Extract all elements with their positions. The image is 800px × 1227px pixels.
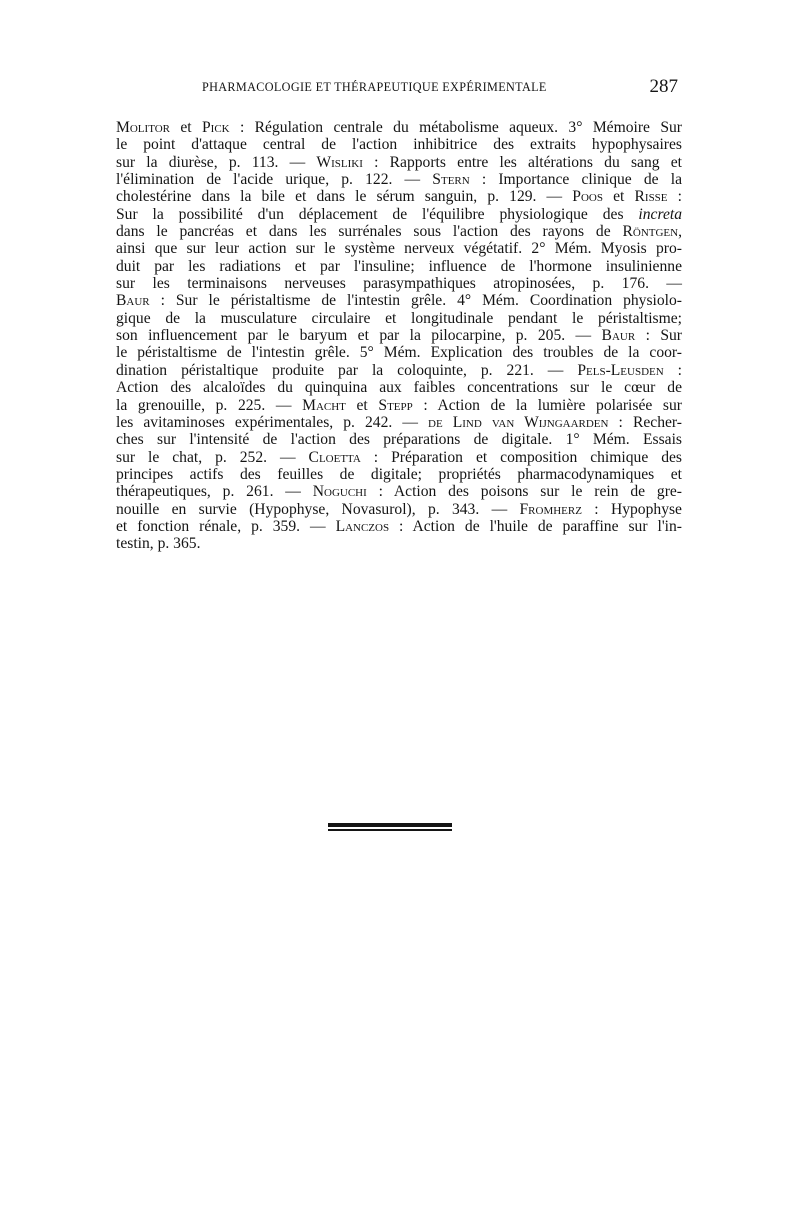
text-run: Wisliki xyxy=(316,153,363,171)
text-run: testin, p. 365. xyxy=(116,535,201,553)
page-number: 287 xyxy=(649,76,678,97)
text-run: et xyxy=(602,188,635,206)
text-line xyxy=(116,188,682,205)
text-run: nouille en survie (Hypophyse, Novasurol), p. 343. — xyxy=(116,500,520,518)
text-run: sur le chat, p. 252. — xyxy=(116,448,309,466)
text-run: : Action des poisons sur le rein de gre- xyxy=(366,483,682,501)
text-line xyxy=(116,240,682,257)
text-line xyxy=(116,466,682,483)
text-run: Pick xyxy=(201,119,230,136)
text-run: sur la diurèse, p. 113. — xyxy=(116,153,317,171)
text-line xyxy=(116,154,682,171)
text-run: Action des alcaloïdes du quinquina aux faibles concentrations sur le cœur de xyxy=(116,379,682,397)
text-run: : Hypophyse xyxy=(581,500,682,518)
text-run: : Action de l'huile de paraffine sur l'in- xyxy=(389,517,682,535)
text-line xyxy=(116,449,682,466)
text-run: : xyxy=(663,361,683,379)
text-run: : Rapports entre les altérations du sang et xyxy=(362,153,682,171)
running-head xyxy=(116,76,680,100)
text-run: Stern xyxy=(432,171,470,189)
text-run: ainsi que sur leur action sur le système nerveux végétatif. 2° Mém. Myosis pro- xyxy=(116,240,682,258)
text-run: Sur la possibilité d'un déplacement de l'équilibre physiologique des xyxy=(116,205,639,223)
text-run: Baur xyxy=(116,292,150,310)
text-line xyxy=(116,535,682,552)
text-run: Lanczos xyxy=(335,517,390,535)
text-run: et xyxy=(345,396,379,414)
text-line xyxy=(116,379,682,396)
text-run: le point d'attaque central de l'action inhibitrice des extraits hypophysaires xyxy=(116,136,682,154)
text-run: Poos xyxy=(572,188,603,206)
running-title: PHARMACOLOGIE ET THÉRAPEUTIQUE EXPÉRIMENTALE xyxy=(202,80,547,94)
text-run: la grenouille, p. 225. — xyxy=(116,396,303,414)
section-end-double-rule xyxy=(328,823,452,832)
text-run: les avitaminoses expérimentales, p. 242. — xyxy=(116,413,429,431)
text-run: : Sur xyxy=(635,327,682,345)
rule-thin xyxy=(328,829,452,831)
text-run: et xyxy=(170,119,202,136)
text-run: Noguchi xyxy=(312,483,367,501)
text-run: : Recher- xyxy=(608,413,682,431)
text-line xyxy=(116,501,682,518)
text-line xyxy=(116,483,682,500)
text-line xyxy=(116,258,682,275)
text-run: thérapeutiques, p. 261. — xyxy=(116,483,313,501)
text-run: : Action de la lumière polarisée sur xyxy=(412,396,682,414)
text-line xyxy=(116,362,682,379)
text-run: sur les terminaisons nerveuses parasympathiques atropinosées, p. 176. — xyxy=(116,275,682,293)
text-run: Baur xyxy=(601,327,636,345)
text-line xyxy=(116,275,682,292)
text-run: le péristaltisme de l'intestin grêle. 5° Mém. Explication des troubles de la coor- xyxy=(116,344,682,362)
text-run: son influencement par le baryum et par la pilocarpine, p. 205. — xyxy=(116,327,602,345)
text-line xyxy=(116,518,682,535)
text-line xyxy=(116,292,682,309)
text-run: Molitor xyxy=(116,119,170,136)
text-run: Fromherz xyxy=(519,500,582,518)
text-run: increta xyxy=(638,205,682,223)
text-run: dans le pancréas et dans les surrénales sous l'action des rayons de xyxy=(116,223,623,241)
text-line xyxy=(116,431,682,448)
text-line xyxy=(116,223,682,240)
text-run: : Préparation et composition chimique des xyxy=(360,448,682,466)
text-run: Stepp xyxy=(378,396,413,414)
text-run: Risse xyxy=(634,188,668,206)
text-run: : xyxy=(667,188,682,206)
text-line xyxy=(116,206,682,223)
text-run: : Régulation centrale du métabolisme aqueux. 3° Mémoire Sur xyxy=(229,119,682,136)
bibliography-paragraph xyxy=(116,119,682,553)
text-run: et fonction rénale, p. 359. — xyxy=(116,517,336,535)
text-line xyxy=(116,119,682,136)
text-run: dination péristaltique produite par la coloquinte, p. 221. — xyxy=(116,361,578,379)
text-run: Macht xyxy=(302,396,346,414)
text-run: , xyxy=(678,223,682,241)
text-run: : Importance clinique de la xyxy=(469,171,682,189)
text-run: de Lind van Wijngaarden xyxy=(428,413,609,431)
text-line xyxy=(116,171,682,188)
rule-thick xyxy=(328,823,452,827)
text-run: gique de la musculature circulaire et longitudinale pendant le péristaltisme; xyxy=(116,309,682,327)
text-run: Cloetta xyxy=(308,448,361,466)
text-line xyxy=(116,310,682,327)
text-run: : Sur le péristaltisme de l'intestin grêle. 4° Mém. Coordination physiolo- xyxy=(149,292,682,310)
text-line xyxy=(116,414,682,431)
text-run: duit par les radiations et par l'insuline; influence de l'hormone insulinienne xyxy=(116,257,682,275)
text-run: l'élimination de l'acide urique, p. 122. — xyxy=(116,171,433,189)
text-run: principes actifs des feuilles de digitale; propriétés pharmacodynamiques et xyxy=(116,465,682,483)
text-line xyxy=(116,397,682,414)
text-run: Röntgen xyxy=(622,223,679,241)
text-run: ches sur l'intensité de l'action des préparations de digitale. 1° Mém. Essais xyxy=(116,431,682,449)
text-run: Pels-Leusden xyxy=(577,361,664,379)
text-line xyxy=(116,327,682,344)
text-line xyxy=(116,136,682,153)
text-line xyxy=(116,344,682,361)
text-run: cholestérine dans la bile et dans le sérum sanguin, p. 129. — xyxy=(116,188,573,206)
